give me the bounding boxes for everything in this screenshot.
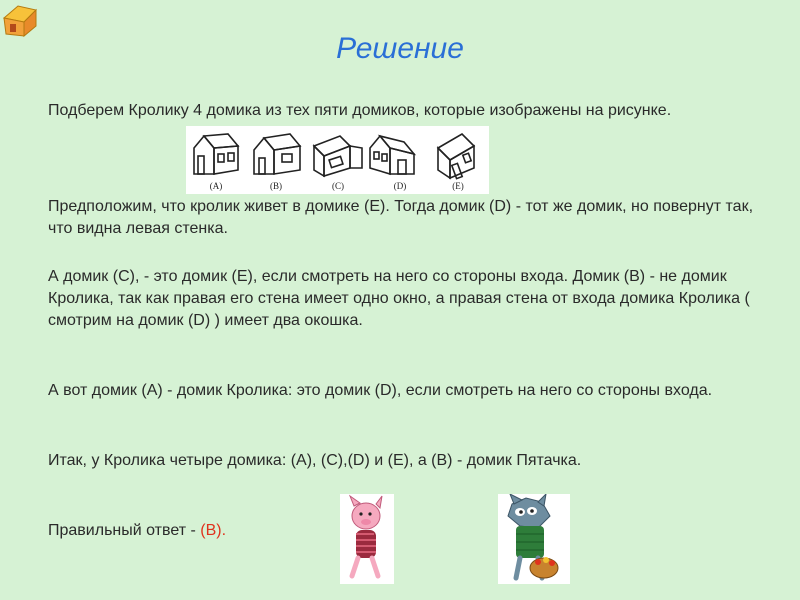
- house-c-icon: [314, 136, 362, 176]
- house-b-icon: [254, 134, 300, 174]
- house-label-a: (A): [209, 181, 223, 191]
- answer-label: Правильный ответ -: [48, 522, 201, 539]
- house-label-c: (C): [332, 181, 344, 191]
- correct-answer: [48, 520, 768, 542]
- house-label-b: (B): [270, 181, 282, 191]
- piglet-illustration: [340, 494, 394, 584]
- houses-figure: [186, 126, 489, 194]
- paragraph-2: А домик (C), - это домик (E), если смотреть на него со стороны входа. Домик (B) - не домик Кролика, так как правая его стена имеет одно окно, а правая стена от входа домика Кролика ( смотрим на домик (D) ) имеет два окошка.: [48, 268, 750, 329]
- paragraph-1: Предположим, что кролик живет в домике (E). Тогда домик (D) - тот же домик, но повернут так, что видна левая стенка.: [48, 198, 754, 237]
- house-d-icon: [370, 136, 414, 174]
- house-a-icon: [194, 134, 238, 174]
- wolf-illustration: [498, 494, 570, 584]
- paragraph-4: Итак, у Кролика четыре домика: (A), (C),(D) и (E), а (B) - домик Пятачка.: [48, 452, 582, 469]
- house-label-d: (D): [393, 181, 407, 191]
- answer-value: (B).: [200, 522, 227, 539]
- house-e-icon: [438, 134, 474, 179]
- house-label-e: (E): [452, 181, 464, 191]
- page-title: Решение: [336, 32, 464, 65]
- paragraph-3: А вот домик (A) - домик Кролика: это домик (D), если смотреть на него со стороны входа.: [48, 382, 713, 399]
- intro-text: Подберем Кролику 4 домика из тех пяти домиков, которые изображены на рисунке.: [48, 102, 672, 119]
